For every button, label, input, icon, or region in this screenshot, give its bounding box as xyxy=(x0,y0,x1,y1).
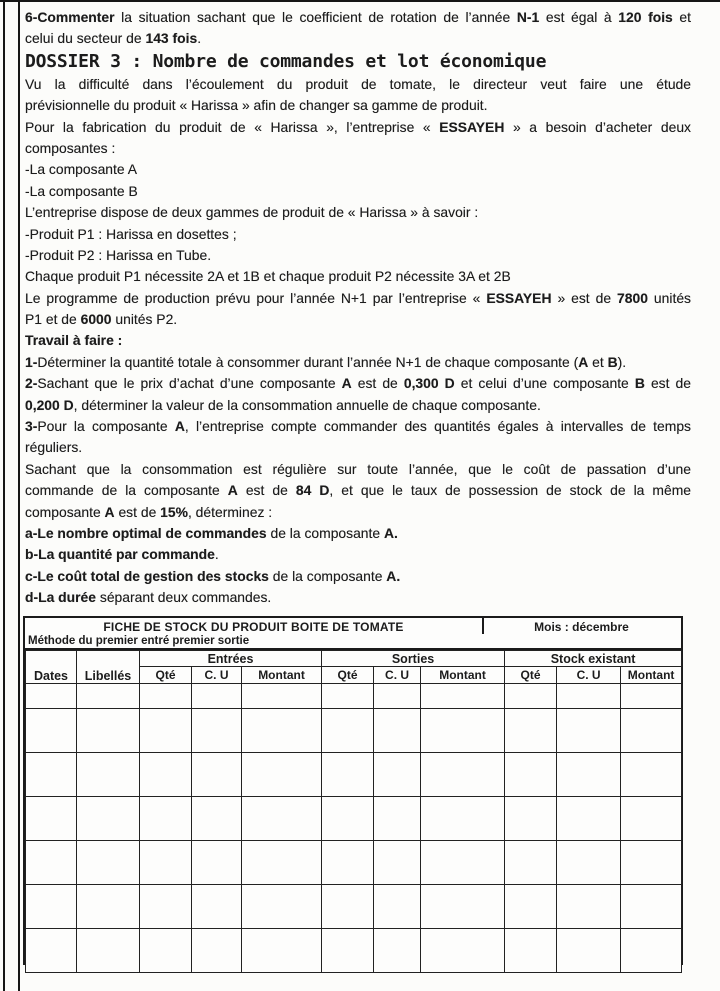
text-segment: 3- xyxy=(25,418,38,435)
text-segment: est de xyxy=(114,503,161,520)
text-segment: A xyxy=(227,482,238,499)
text-segment: ). xyxy=(617,353,627,370)
empty-cell xyxy=(421,709,505,753)
empty-cell xyxy=(192,797,242,841)
text-segment: Déterminer la quantité totale à consommer durant l’année N+1 de chaque composante ( xyxy=(37,353,579,370)
text-segment: est de xyxy=(644,375,691,392)
text-segment: prévisionnelle du produit « Harissa » afin de changer sa gamme de produit. xyxy=(25,97,488,114)
text-segment: 6000 xyxy=(80,311,112,328)
text-line xyxy=(25,159,691,180)
text-segment: A xyxy=(578,353,589,370)
empty-cell xyxy=(421,841,505,885)
empty-cell xyxy=(557,753,621,797)
text-segment: -La composante B xyxy=(25,182,138,199)
empty-cell xyxy=(621,753,682,797)
table-row xyxy=(26,841,682,885)
text-line xyxy=(25,373,691,394)
empty-cell xyxy=(374,885,421,929)
text-segment: réguliers. xyxy=(25,439,83,456)
text-line xyxy=(25,28,691,49)
text-segment: est de xyxy=(237,482,296,499)
empty-cell xyxy=(374,797,421,841)
empty-cell xyxy=(26,929,77,973)
empty-cell xyxy=(242,753,322,797)
stock-table-caption xyxy=(25,618,681,650)
empty-cell xyxy=(621,841,682,885)
text-segment: la situation sachant que le coefficient de rotation de l’année xyxy=(114,9,517,25)
empty-cell xyxy=(192,684,242,709)
text-line xyxy=(25,330,691,351)
text-line xyxy=(25,502,691,523)
text-segment: B xyxy=(634,375,645,392)
empty-cell xyxy=(26,753,77,797)
empty-cell xyxy=(505,684,557,709)
empty-cell xyxy=(242,709,322,753)
empty-cell xyxy=(557,709,621,753)
text-line xyxy=(25,7,691,28)
table-row xyxy=(26,709,682,753)
table-row xyxy=(26,753,682,797)
group-header: Stock existant xyxy=(505,651,682,667)
text-segment: 15% xyxy=(160,503,188,520)
empty-cell xyxy=(140,841,192,885)
text-segment: 6-Commenter xyxy=(25,9,115,25)
text-segment: Vu la difficulté dans l’écoulement du produit de tomate, le directeur veut faire une étude xyxy=(25,75,691,92)
text-line xyxy=(25,480,691,501)
text-segment: Le programme de production prévu pour l’année N+1 par l’entreprise « xyxy=(25,289,487,306)
empty-cell xyxy=(322,841,374,885)
text-segment: A xyxy=(341,375,352,392)
sub-column-header: Qté xyxy=(322,667,374,684)
text-line xyxy=(25,74,691,95)
text-segment: c-Le coût total de gestion des stocks xyxy=(25,567,269,584)
text-segment: est égal à xyxy=(539,9,619,25)
empty-cell xyxy=(242,797,322,841)
text-line xyxy=(25,352,691,373)
document-text xyxy=(25,7,691,609)
empty-cell xyxy=(192,885,242,929)
text-segment: -La composante A xyxy=(25,161,137,178)
text-segment: Pour la fabrication du produit de « Harissa », l’entreprise « xyxy=(25,118,440,135)
text-segment: 1- xyxy=(25,353,38,370)
stock-grid xyxy=(25,650,682,973)
empty-cell xyxy=(421,684,505,709)
empty-cell xyxy=(322,885,374,929)
empty-cell xyxy=(322,709,374,753)
empty-cell xyxy=(77,753,140,797)
empty-cell xyxy=(192,753,242,797)
text-segment: 120 fois xyxy=(618,9,673,25)
table-row xyxy=(26,929,682,973)
empty-cell xyxy=(505,709,557,753)
table-row xyxy=(26,684,682,709)
empty-cell xyxy=(77,885,140,929)
empty-cell xyxy=(140,929,192,973)
text-line xyxy=(25,266,691,287)
month-label: Mois : décembre xyxy=(534,620,629,634)
text-segment: ESSAYEH xyxy=(486,289,552,306)
dossier-heading xyxy=(25,50,691,74)
empty-cell xyxy=(322,797,374,841)
table-row xyxy=(26,797,682,841)
empty-cell xyxy=(140,797,192,841)
empty-cell xyxy=(242,684,322,709)
empty-cell xyxy=(374,684,421,709)
empty-cell xyxy=(140,709,192,753)
text-segment: A xyxy=(174,418,185,435)
text-segment: DOSSIER 3 : Nombre de commandes et lot économique xyxy=(25,50,547,72)
column-header-dates: Dates xyxy=(26,651,77,684)
text-line xyxy=(25,459,691,480)
empty-cell xyxy=(621,709,682,753)
empty-cell xyxy=(505,753,557,797)
text-segment: , déterminez : xyxy=(187,503,273,520)
text-segment: P1 et de xyxy=(25,311,81,328)
text-line xyxy=(25,544,691,565)
empty-cell xyxy=(242,929,322,973)
empty-cell xyxy=(557,885,621,929)
text-line xyxy=(25,117,691,138)
empty-cell xyxy=(374,753,421,797)
text-line xyxy=(25,288,691,309)
empty-cell xyxy=(505,885,557,929)
text-segment: et celui d’une composante xyxy=(454,375,635,392)
sub-column-header: C. U xyxy=(374,667,421,684)
sub-column-header: C. U xyxy=(192,667,242,684)
method-label: Méthode du premier entré premier sortie xyxy=(28,635,250,647)
text-segment: Sachant que la consommation est régulière sur toute l’année, que le coût de passation d’une xyxy=(25,460,691,477)
empty-cell xyxy=(505,929,557,973)
text-segment: b-La quantité par commande xyxy=(25,546,215,563)
empty-cell xyxy=(421,885,505,929)
empty-cell xyxy=(557,684,621,709)
empty-cell xyxy=(505,797,557,841)
text-segment: Travail à faire : xyxy=(25,332,123,349)
text-segment: Pour la composante xyxy=(37,418,175,435)
empty-cell xyxy=(557,841,621,885)
text-segment: et xyxy=(672,9,691,25)
empty-cell xyxy=(77,684,140,709)
text-line xyxy=(25,181,691,202)
text-line xyxy=(25,224,691,245)
page-left-border-inner xyxy=(18,0,20,991)
text-segment: d-La durée xyxy=(25,589,97,606)
page-top-border xyxy=(0,0,720,2)
text-segment: 2- xyxy=(25,375,38,392)
text-line xyxy=(25,95,691,116)
empty-cell xyxy=(322,684,374,709)
group-header: Entrées xyxy=(140,651,322,667)
text-segment: A. xyxy=(386,567,401,584)
empty-cell xyxy=(26,684,77,709)
text-segment: de la composante xyxy=(268,567,387,584)
empty-cell xyxy=(621,684,682,709)
text-segment: 0,200 D xyxy=(25,396,74,413)
text-segment: » est de xyxy=(551,289,618,306)
text-segment: 7800 xyxy=(617,289,648,306)
empty-cell xyxy=(557,797,621,841)
empty-cell xyxy=(77,841,140,885)
text-segment: 0,300 D xyxy=(403,375,455,392)
sub-column-header: Montant xyxy=(621,667,682,684)
text-line xyxy=(25,566,691,587)
empty-cell xyxy=(242,841,322,885)
stock-table-title: FICHE DE STOCK DU PRODUIT BOITE DE TOMATE xyxy=(103,620,404,634)
text-segment: A xyxy=(104,503,115,520)
empty-cell xyxy=(505,841,557,885)
text-line xyxy=(25,138,691,159)
text-segment: 143 fois xyxy=(145,30,198,47)
table-row xyxy=(26,885,682,929)
empty-cell xyxy=(374,709,421,753)
empty-cell xyxy=(242,885,322,929)
sub-column-header: Qté xyxy=(140,667,192,684)
empty-cell xyxy=(77,797,140,841)
text-line xyxy=(25,395,691,416)
empty-cell xyxy=(421,753,505,797)
text-segment: , déterminer la valeur de la consommation annuelle de chaque composante. xyxy=(73,396,541,413)
empty-cell xyxy=(77,709,140,753)
text-segment: » a besoin d’acheter deux xyxy=(504,118,691,135)
text-segment: N-1 xyxy=(516,9,540,25)
sub-column-header: Montant xyxy=(242,667,322,684)
text-segment: . xyxy=(197,30,202,47)
sub-column-header: Qté xyxy=(505,667,557,684)
empty-cell xyxy=(140,885,192,929)
column-header-libelles: Libellés xyxy=(77,651,140,684)
text-segment: composantes : xyxy=(25,139,116,156)
text-line xyxy=(25,416,691,437)
text-segment: celui du secteur de xyxy=(25,30,146,47)
empty-cell xyxy=(621,929,682,973)
text-segment: A. xyxy=(383,524,398,541)
sub-column-header: C. U xyxy=(557,667,621,684)
text-line xyxy=(25,245,691,266)
empty-cell xyxy=(192,709,242,753)
text-segment: B xyxy=(607,353,618,370)
empty-cell xyxy=(374,929,421,973)
text-line xyxy=(25,587,691,608)
empty-cell xyxy=(374,841,421,885)
group-header: Sorties xyxy=(322,651,505,667)
empty-cell xyxy=(621,885,682,929)
text-segment: . xyxy=(214,546,219,563)
text-segment: Chaque produit P1 nécessite 2A et 1B et chaque produit P2 nécessite 3A et 2B xyxy=(25,268,511,285)
empty-cell xyxy=(26,709,77,753)
text-segment: est de xyxy=(351,375,404,392)
empty-cell xyxy=(140,684,192,709)
empty-cell xyxy=(322,929,374,973)
text-line xyxy=(25,202,691,223)
text-segment: a-Le nombre optimal de commandes xyxy=(25,524,267,541)
text-segment: L’entreprise dispose de deux gammes de produit de « Harissa » à savoir : xyxy=(25,204,479,221)
empty-cell xyxy=(621,797,682,841)
text-segment: , l’entreprise compte commander des quantités égales à intervalles de temps xyxy=(184,418,691,435)
text-segment: commande de la composante xyxy=(25,482,228,499)
sub-column-header: Montant xyxy=(421,667,505,684)
text-segment: ESSAYEH xyxy=(439,118,505,135)
text-segment: , et que le taux de possession de stock de la même xyxy=(329,482,691,499)
page-left-border-outer xyxy=(3,0,5,991)
empty-cell xyxy=(421,797,505,841)
stock-table xyxy=(23,616,683,965)
empty-cell xyxy=(26,885,77,929)
empty-cell xyxy=(192,929,242,973)
empty-cell xyxy=(322,753,374,797)
text-segment: et xyxy=(588,353,608,370)
text-segment: -Produit P1 : Harissa en dosettes ; xyxy=(25,225,237,242)
text-segment: 84 D xyxy=(295,482,330,499)
empty-cell xyxy=(421,929,505,973)
empty-cell xyxy=(192,841,242,885)
text-segment: unités xyxy=(647,289,691,306)
text-line xyxy=(25,523,691,544)
empty-cell xyxy=(140,753,192,797)
empty-cell xyxy=(26,797,77,841)
text-segment: composante xyxy=(25,503,105,520)
empty-cell xyxy=(557,929,621,973)
empty-cell xyxy=(26,841,77,885)
text-segment: séparant deux commandes. xyxy=(96,589,272,606)
text-line xyxy=(25,309,691,330)
text-segment: unités P2. xyxy=(111,311,178,328)
text-line xyxy=(25,437,691,458)
text-segment: de la composante xyxy=(266,524,384,541)
text-segment: Sachant que le prix d’achat d’une composante xyxy=(37,375,342,392)
text-segment: -Produit P2 : Harissa en Tube. xyxy=(25,246,212,263)
empty-cell xyxy=(77,929,140,973)
